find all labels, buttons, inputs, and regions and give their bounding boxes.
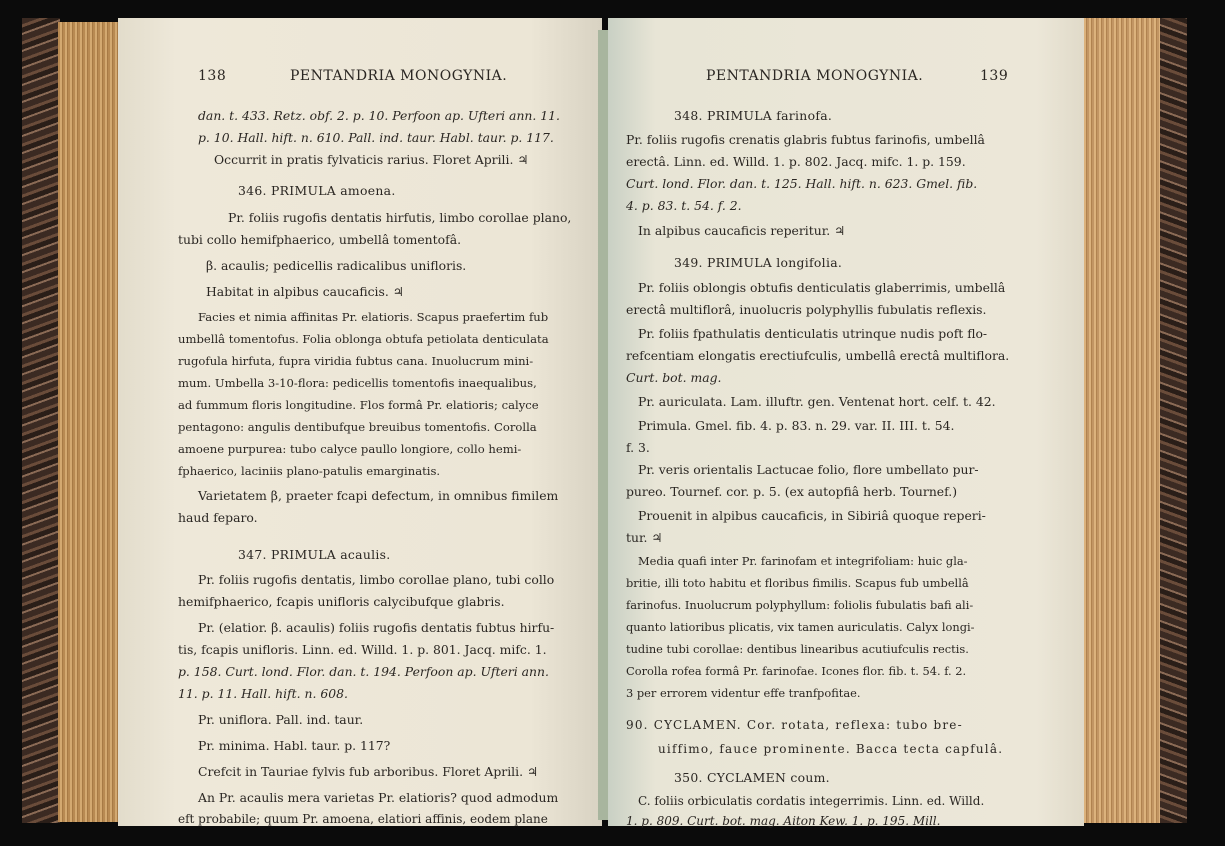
text-line: rugofula hirfuta, fupra viridia fubtus cana. Inuolucrum mini-: [178, 354, 534, 368]
text-line: Habitat in alpibus caucaficis. ♃: [206, 284, 404, 299]
text-line: 3 per errorem videntur effe tranfpofitae.: [626, 686, 861, 700]
text-line: dan. t. 433. Retz. obf. 2. p. 10. Perfoon ap. Ufteri ann. 11.: [198, 108, 560, 123]
left-page-number: 138: [198, 68, 227, 84]
text-line: Pr. (elatior. β. acaulis) foliis rugofis dentatis fubtus hirfu-: [198, 620, 555, 635]
text-line: Crefcit in Tauriae fylvis fub arboribus. Floret Aprili. ♃: [198, 764, 539, 779]
text-line: An Pr. acaulis mera varietas Pr. elatioris? quod admodum: [198, 790, 559, 805]
text-line: Media quafi inter Pr. farinofam et integrifoliam: huic gla-: [638, 554, 968, 568]
right-page: [608, 18, 1084, 826]
text-line: umbellâ tomentofus. Folia oblonga obtufa petiolata denticulata: [178, 332, 549, 346]
text-line: tubi collo hemifphaerico, umbellâ tomentofâ.: [178, 232, 462, 247]
text-line: p. 10. Hall. hift. n. 610. Pall. ind. taur. Habl. taur. p. 117.: [198, 130, 554, 145]
left-cover-edge: [22, 18, 60, 823]
text-line: Corolla rofea formâ Pr. farinofae. Icones flor. fib. t. 54. f. 2.: [626, 664, 967, 678]
text-line: tudine tubi corollae: dentibus linearibus acutiufculis rectis.: [626, 642, 969, 656]
text-line: Varietatem β, praeter fcapi defectum, in omnibus fimilem: [198, 488, 559, 503]
text-line: Pr. minima. Habl. taur. p. 117?: [198, 738, 391, 753]
text-line: britie, illi toto habitu et floribus fimilis. Scapus fub umbellâ: [626, 576, 969, 590]
text-line: Occurrit in pratis fylvaticis rarius. Floret Aprili. ♃: [214, 152, 529, 167]
text-line: quanto latioribus plicatis, vix tamen auriculatis. Calyx longi-: [626, 620, 975, 634]
left-running-head: PENTANDRIA MONOGYNIA.: [290, 68, 508, 84]
text-line: Pr. foliis rugofis crenatis glabris fubtus farinofis, umbellâ: [626, 132, 985, 147]
section-heading: 350. CYCLAMEN coum.: [674, 770, 830, 785]
text-line: Pr. uniflora. Pall. ind. taur.: [198, 712, 364, 727]
right-page-block: [1082, 18, 1160, 823]
text-line: Pr. foliis fpathulatis denticulatis utrinque nudis poft flo-: [638, 326, 988, 341]
right-running-head: PENTANDRIA MONOGYNIA.: [706, 68, 924, 84]
text-line: hemifphaerico, fcapis unifloris calycibufque glabris.: [178, 594, 505, 609]
section-heading: 347. PRIMULA acaulis.: [238, 547, 391, 562]
genus-heading: uiffimo, fauce prominente. Bacca tecta capfulâ.: [658, 742, 1004, 756]
text-line: β. acaulis; pedicellis radicalibus unifloris.: [206, 258, 467, 273]
text-line: haud feparo.: [178, 510, 258, 525]
text-line: In alpibus caucaficis reperitur. ♃: [638, 223, 846, 238]
text-line: p. 158. Curt. lond. Flor. dan. t. 194. Perfoon ap. Ufteri ann.: [178, 664, 549, 679]
text-line: 11. p. 11. Hall. hift. n. 608.: [178, 686, 348, 701]
text-line: Pr. auriculata. Lam. illuftr. gen. Ventenat hort. celf. t. 42.: [638, 394, 996, 409]
left-page-block: [58, 22, 120, 822]
text-line: pentagono: angulis dentibufque breuibus tomentofis. Corolla: [178, 420, 537, 434]
text-line: Curt. bot. mag.: [626, 370, 722, 385]
section-heading: 346. PRIMULA amoena.: [238, 183, 396, 198]
text-line: 4. p. 83. t. 54. f. 2.: [626, 198, 742, 213]
text-line: erectâ. Linn. ed. Willd. 1. p. 802. Jacq. mifc. 1. p. 159.: [626, 154, 966, 169]
right-cover-edge: [1157, 18, 1187, 823]
text-line: Pr. foliis rugofis dentatis hirfutis, limbo corollae plano,: [228, 210, 572, 225]
text-line: tis, fcapis unifloris. Linn. ed. Willd. 1. p. 801. Jacq. mifc. 1.: [178, 642, 547, 657]
text-line: tur. ♃: [626, 530, 663, 545]
text-line: eft probabile; quum Pr. amoena, elatiori affinis, eodem plane: [178, 812, 548, 826]
text-line: Prouenit in alpibus caucaficis, in Sibiriâ quoque reperi-: [638, 508, 986, 523]
text-line: Curt. lond. Flor. dan. t. 125. Hall. hift. n. 623. Gmel. fib.: [626, 176, 978, 191]
text-line: Facies et nimia affinitas Pr. elatioris. Scapus praefertim fub: [198, 310, 549, 324]
left-page: [118, 18, 602, 826]
text-line: Pr. veris orientalis Lactucae folio, flore umbellato pur-: [638, 462, 979, 477]
text-line: farinofus. Inuolucrum polyphyllum: foliolis fubulatis bafi ali-: [626, 598, 974, 612]
text-line: f. 3.: [626, 440, 650, 455]
text-line: Pr. foliis rugofis dentatis, limbo corollae plano, tubi collo: [198, 572, 555, 587]
text-line: pureo. Tournef. cor. p. 5. (ex autopfiâ herb. Tournef.): [626, 484, 958, 499]
text-line: Primula. Gmel. fib. 4. p. 83. n. 29. var. II. III. t. 54.: [638, 418, 955, 433]
text-line: Pr. foliis oblongis obtufis denticulatis glaberrimis, umbellâ: [638, 280, 1006, 295]
text-line: ad fummum floris longitudine. Flos formâ Pr. elatioris; calyce: [178, 398, 539, 412]
text-line: refcentiam elongatis erectiufculis, umbellâ erectâ multiflora.: [626, 348, 1010, 363]
section-heading: 348. PRIMULA farinofa.: [674, 108, 833, 123]
genus-heading: 90. CYCLAMEN. Cor. rotata, reflexa: tubo bre-: [626, 718, 963, 732]
section-heading: 349. PRIMULA longifolia.: [674, 255, 843, 270]
text-line: fphaerico, laciniis plano-patulis emarginatis.: [178, 464, 441, 478]
text-line: mum. Umbella 3-10-flora: pedicellis tomentofis inaequalibus,: [178, 376, 537, 390]
text-line: 1. p. 809. Curt. bot. mag. Aiton Kew. 1. p. 195. Mill.: [626, 814, 941, 828]
text-line: erectâ multiflorâ, inuolucris polyphyllis fubulatis reflexis.: [626, 302, 987, 317]
text-line: amoene purpurea: tubo calyce paullo longiore, collo hemi-: [178, 442, 522, 456]
right-page-number: 139: [980, 68, 1009, 84]
text-line: C. foliis orbiculatis cordatis integerrimis. Linn. ed. Willd.: [638, 794, 985, 808]
